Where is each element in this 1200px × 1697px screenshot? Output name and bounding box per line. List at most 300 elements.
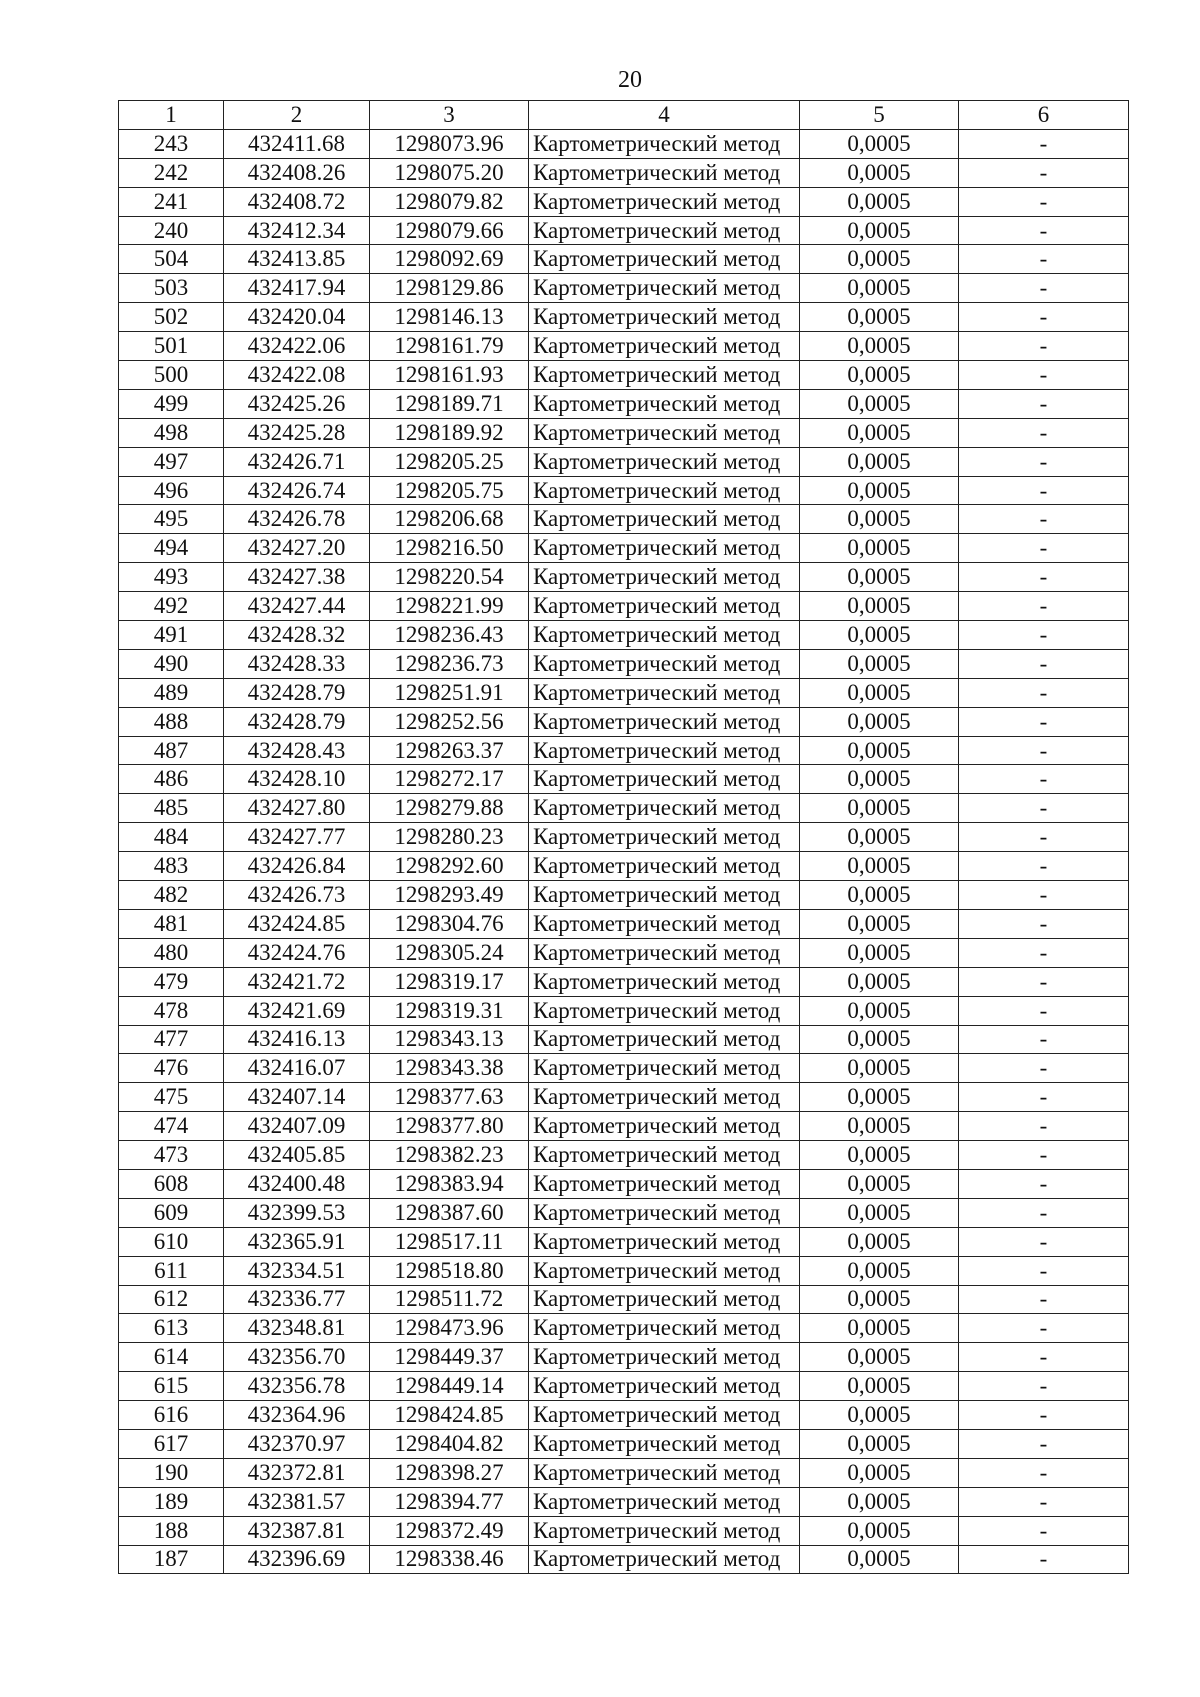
point-number-cell: 486	[119, 765, 224, 794]
y-coordinate-cell: 1298075.20	[370, 158, 529, 187]
y-coordinate-cell: 1298304.76	[370, 909, 529, 938]
note-cell: -	[959, 158, 1129, 187]
point-number-cell: 480	[119, 938, 224, 967]
y-coordinate-cell: 1298189.71	[370, 389, 529, 418]
accuracy-cell: 0,0005	[800, 649, 959, 678]
accuracy-cell: 0,0005	[800, 909, 959, 938]
y-coordinate-cell: 1298220.54	[370, 563, 529, 592]
y-coordinate-cell: 1298404.82	[370, 1429, 529, 1458]
method-cell: Картометрический метод	[529, 1054, 800, 1083]
accuracy-cell: 0,0005	[800, 216, 959, 245]
method-cell: Картометрический метод	[529, 1372, 800, 1401]
note-cell: -	[959, 1487, 1129, 1516]
point-number-cell: 615	[119, 1372, 224, 1401]
method-cell: Картометрический метод	[529, 1227, 800, 1256]
accuracy-cell: 0,0005	[800, 505, 959, 534]
method-cell: Картометрический метод	[529, 1141, 800, 1170]
point-number-cell: 478	[119, 996, 224, 1025]
x-coordinate-cell: 432427.20	[224, 534, 370, 563]
table-row	[119, 158, 1129, 187]
table-row	[119, 245, 1129, 274]
accuracy-cell: 0,0005	[800, 389, 959, 418]
note-cell: -	[959, 187, 1129, 216]
y-coordinate-cell: 1298377.80	[370, 1112, 529, 1141]
y-coordinate-cell: 1298279.88	[370, 794, 529, 823]
point-number-cell: 487	[119, 736, 224, 765]
accuracy-cell: 0,0005	[800, 1487, 959, 1516]
method-cell: Картометрический метод	[529, 534, 800, 563]
point-number-cell: 611	[119, 1256, 224, 1285]
y-coordinate-cell: 1298473.96	[370, 1314, 529, 1343]
point-number-cell: 493	[119, 563, 224, 592]
column-header: 5	[800, 101, 959, 130]
note-cell: -	[959, 389, 1129, 418]
note-cell: -	[959, 621, 1129, 650]
x-coordinate-cell: 432413.85	[224, 245, 370, 274]
table-row	[119, 1314, 1129, 1343]
method-cell: Картометрический метод	[529, 1025, 800, 1054]
x-coordinate-cell: 432372.81	[224, 1458, 370, 1487]
y-coordinate-cell: 1298382.23	[370, 1141, 529, 1170]
table-row	[119, 1401, 1129, 1430]
y-coordinate-cell: 1298146.13	[370, 303, 529, 332]
accuracy-cell: 0,0005	[800, 129, 959, 158]
accuracy-cell: 0,0005	[800, 823, 959, 852]
point-number-cell: 477	[119, 1025, 224, 1054]
y-coordinate-cell: 1298293.49	[370, 881, 529, 910]
point-number-cell: 485	[119, 794, 224, 823]
table-row	[119, 736, 1129, 765]
accuracy-cell: 0,0005	[800, 592, 959, 621]
x-coordinate-cell: 432425.28	[224, 418, 370, 447]
table-row	[119, 187, 1129, 216]
accuracy-cell: 0,0005	[800, 1429, 959, 1458]
accuracy-cell: 0,0005	[800, 707, 959, 736]
x-coordinate-cell: 432381.57	[224, 1487, 370, 1516]
method-cell: Картометрический метод	[529, 823, 800, 852]
note-cell: -	[959, 476, 1129, 505]
note-cell: -	[959, 1343, 1129, 1372]
note-cell: -	[959, 938, 1129, 967]
table-row	[119, 1458, 1129, 1487]
method-cell: Картометрический метод	[529, 563, 800, 592]
method-cell: Картометрический метод	[529, 1285, 800, 1314]
point-number-cell: 241	[119, 187, 224, 216]
table-row	[119, 389, 1129, 418]
page-number: 20	[618, 67, 642, 93]
y-coordinate-cell: 1298292.60	[370, 852, 529, 881]
method-cell: Картометрический метод	[529, 996, 800, 1025]
table-row	[119, 938, 1129, 967]
y-coordinate-cell: 1298377.63	[370, 1083, 529, 1112]
x-coordinate-cell: 432427.77	[224, 823, 370, 852]
table-row	[119, 1169, 1129, 1198]
table-row	[119, 1054, 1129, 1083]
accuracy-cell: 0,0005	[800, 1198, 959, 1227]
column-header: 1	[119, 101, 224, 130]
y-coordinate-cell: 1298236.73	[370, 649, 529, 678]
table-body	[119, 129, 1129, 1574]
x-coordinate-cell: 432426.84	[224, 852, 370, 881]
note-cell: -	[959, 418, 1129, 447]
y-coordinate-cell: 1298236.43	[370, 621, 529, 650]
point-number-cell: 616	[119, 1401, 224, 1430]
y-coordinate-cell: 1298511.72	[370, 1285, 529, 1314]
table-row	[119, 1256, 1129, 1285]
note-cell: -	[959, 563, 1129, 592]
method-cell: Картометрический метод	[529, 1545, 800, 1574]
y-coordinate-cell: 1298189.92	[370, 418, 529, 447]
accuracy-cell: 0,0005	[800, 1372, 959, 1401]
point-number-cell: 481	[119, 909, 224, 938]
point-number-cell: 484	[119, 823, 224, 852]
x-coordinate-cell: 432348.81	[224, 1314, 370, 1343]
y-coordinate-cell: 1298221.99	[370, 592, 529, 621]
point-number-cell: 188	[119, 1516, 224, 1545]
note-cell: -	[959, 534, 1129, 563]
note-cell: -	[959, 1429, 1129, 1458]
x-coordinate-cell: 432427.38	[224, 563, 370, 592]
x-coordinate-cell: 432428.32	[224, 621, 370, 650]
note-cell: -	[959, 1314, 1129, 1343]
point-number-cell: 502	[119, 303, 224, 332]
table-row	[119, 505, 1129, 534]
point-number-cell: 498	[119, 418, 224, 447]
accuracy-cell: 0,0005	[800, 678, 959, 707]
x-coordinate-cell: 432387.81	[224, 1516, 370, 1545]
method-cell: Картометрический метод	[529, 1458, 800, 1487]
point-number-cell: 490	[119, 649, 224, 678]
note-cell: -	[959, 505, 1129, 534]
method-cell: Картометрический метод	[529, 1112, 800, 1141]
table-row	[119, 852, 1129, 881]
y-coordinate-cell: 1298387.60	[370, 1198, 529, 1227]
y-coordinate-cell: 1298161.79	[370, 332, 529, 361]
y-coordinate-cell: 1298424.85	[370, 1401, 529, 1430]
point-number-cell: 613	[119, 1314, 224, 1343]
method-cell: Картометрический метод	[529, 678, 800, 707]
y-coordinate-cell: 1298394.77	[370, 1487, 529, 1516]
point-number-cell: 243	[119, 129, 224, 158]
note-cell: -	[959, 967, 1129, 996]
x-coordinate-cell: 432424.76	[224, 938, 370, 967]
point-number-cell: 610	[119, 1227, 224, 1256]
y-coordinate-cell: 1298205.25	[370, 447, 529, 476]
method-cell: Картометрический метод	[529, 1516, 800, 1545]
accuracy-cell: 0,0005	[800, 332, 959, 361]
note-cell: -	[959, 1545, 1129, 1574]
point-number-cell: 476	[119, 1054, 224, 1083]
table-row	[119, 1227, 1129, 1256]
method-cell: Картометрический метод	[529, 418, 800, 447]
x-coordinate-cell: 432411.68	[224, 129, 370, 158]
point-number-cell: 488	[119, 707, 224, 736]
y-coordinate-cell: 1298251.91	[370, 678, 529, 707]
note-cell: -	[959, 1025, 1129, 1054]
table-row	[119, 1112, 1129, 1141]
x-coordinate-cell: 432396.69	[224, 1545, 370, 1574]
note-cell: -	[959, 1516, 1129, 1545]
note-cell: -	[959, 1285, 1129, 1314]
table-row	[119, 621, 1129, 650]
note-cell: -	[959, 1141, 1129, 1170]
accuracy-cell: 0,0005	[800, 1169, 959, 1198]
accuracy-cell: 0,0005	[800, 187, 959, 216]
x-coordinate-cell: 432405.85	[224, 1141, 370, 1170]
y-coordinate-cell: 1298161.93	[370, 361, 529, 390]
x-coordinate-cell: 432426.71	[224, 447, 370, 476]
method-cell: Картометрический метод	[529, 1401, 800, 1430]
table-row	[119, 967, 1129, 996]
point-number-cell: 491	[119, 621, 224, 650]
method-cell: Картометрический метод	[529, 649, 800, 678]
table-row	[119, 1083, 1129, 1112]
table-row	[119, 216, 1129, 245]
accuracy-cell: 0,0005	[800, 1458, 959, 1487]
x-coordinate-cell: 432400.48	[224, 1169, 370, 1198]
x-coordinate-cell: 432370.97	[224, 1429, 370, 1458]
note-cell: -	[959, 1372, 1129, 1401]
method-cell: Картометрический метод	[529, 909, 800, 938]
table-row	[119, 1343, 1129, 1372]
note-cell: -	[959, 881, 1129, 910]
point-number-cell: 612	[119, 1285, 224, 1314]
point-number-cell: 240	[119, 216, 224, 245]
method-cell: Картометрический метод	[529, 967, 800, 996]
table-row	[119, 1141, 1129, 1170]
table-row	[119, 1198, 1129, 1227]
x-coordinate-cell: 432422.08	[224, 361, 370, 390]
point-number-cell: 189	[119, 1487, 224, 1516]
point-number-cell: 499	[119, 389, 224, 418]
table-row	[119, 1372, 1129, 1401]
accuracy-cell: 0,0005	[800, 563, 959, 592]
note-cell: -	[959, 765, 1129, 794]
method-cell: Картометрический метод	[529, 1487, 800, 1516]
table-row	[119, 996, 1129, 1025]
y-coordinate-cell: 1298252.56	[370, 707, 529, 736]
note-cell: -	[959, 447, 1129, 476]
point-number-cell: 242	[119, 158, 224, 187]
y-coordinate-cell: 1298305.24	[370, 938, 529, 967]
method-cell: Картометрический метод	[529, 794, 800, 823]
point-number-cell: 497	[119, 447, 224, 476]
accuracy-cell: 0,0005	[800, 1141, 959, 1170]
y-coordinate-cell: 1298206.68	[370, 505, 529, 534]
method-cell: Картометрический метод	[529, 447, 800, 476]
note-cell: -	[959, 1054, 1129, 1083]
point-number-cell: 489	[119, 678, 224, 707]
method-cell: Картометрический метод	[529, 389, 800, 418]
x-coordinate-cell: 432334.51	[224, 1256, 370, 1285]
method-cell: Картометрический метод	[529, 274, 800, 303]
y-coordinate-cell: 1298216.50	[370, 534, 529, 563]
note-cell: -	[959, 129, 1129, 158]
accuracy-cell: 0,0005	[800, 852, 959, 881]
method-cell: Картометрический метод	[529, 938, 800, 967]
note-cell: -	[959, 245, 1129, 274]
point-number-cell: 492	[119, 592, 224, 621]
y-coordinate-cell: 1298079.82	[370, 187, 529, 216]
note-cell: -	[959, 303, 1129, 332]
accuracy-cell: 0,0005	[800, 1401, 959, 1430]
table-row	[119, 765, 1129, 794]
accuracy-cell: 0,0005	[800, 447, 959, 476]
accuracy-cell: 0,0005	[800, 736, 959, 765]
accuracy-cell: 0,0005	[800, 274, 959, 303]
accuracy-cell: 0,0005	[800, 621, 959, 650]
point-number-cell: 187	[119, 1545, 224, 1574]
point-number-cell: 608	[119, 1169, 224, 1198]
y-coordinate-cell: 1298449.37	[370, 1343, 529, 1372]
point-number-cell: 496	[119, 476, 224, 505]
accuracy-cell: 0,0005	[800, 1516, 959, 1545]
point-number-cell: 504	[119, 245, 224, 274]
accuracy-cell: 0,0005	[800, 303, 959, 332]
column-header: 6	[959, 101, 1129, 130]
table-row	[119, 1025, 1129, 1054]
method-cell: Картометрический метод	[529, 505, 800, 534]
accuracy-cell: 0,0005	[800, 158, 959, 187]
x-coordinate-cell: 432424.85	[224, 909, 370, 938]
x-coordinate-cell: 432412.34	[224, 216, 370, 245]
table-row	[119, 909, 1129, 938]
table-row	[119, 707, 1129, 736]
method-cell: Картометрический метод	[529, 187, 800, 216]
table-row	[119, 823, 1129, 852]
y-coordinate-cell: 1298319.17	[370, 967, 529, 996]
y-coordinate-cell: 1298263.37	[370, 736, 529, 765]
point-number-cell: 190	[119, 1458, 224, 1487]
point-number-cell: 483	[119, 852, 224, 881]
point-number-cell: 473	[119, 1141, 224, 1170]
x-coordinate-cell: 432416.07	[224, 1054, 370, 1083]
method-cell: Картометрический метод	[529, 361, 800, 390]
method-cell: Картометрический метод	[529, 592, 800, 621]
note-cell: -	[959, 794, 1129, 823]
x-coordinate-cell: 432407.09	[224, 1112, 370, 1141]
x-coordinate-cell: 432420.04	[224, 303, 370, 332]
table-row	[119, 476, 1129, 505]
x-coordinate-cell: 432426.73	[224, 881, 370, 910]
method-cell: Картометрический метод	[529, 332, 800, 361]
y-coordinate-cell: 1298518.80	[370, 1256, 529, 1285]
note-cell: -	[959, 1112, 1129, 1141]
table-row	[119, 592, 1129, 621]
method-cell: Картометрический метод	[529, 1314, 800, 1343]
method-cell: Картометрический метод	[529, 216, 800, 245]
accuracy-cell: 0,0005	[800, 938, 959, 967]
note-cell: -	[959, 649, 1129, 678]
y-coordinate-cell: 1298398.27	[370, 1458, 529, 1487]
y-coordinate-cell: 1298272.17	[370, 765, 529, 794]
column-header: 2	[224, 101, 370, 130]
x-coordinate-cell: 432408.26	[224, 158, 370, 187]
point-number-cell: 494	[119, 534, 224, 563]
note-cell: -	[959, 274, 1129, 303]
note-cell: -	[959, 592, 1129, 621]
table-row	[119, 1516, 1129, 1545]
x-coordinate-cell: 432416.13	[224, 1025, 370, 1054]
coordinates-table	[118, 100, 1129, 1574]
method-cell: Картометрический метод	[529, 1343, 800, 1372]
accuracy-cell: 0,0005	[800, 361, 959, 390]
x-coordinate-cell: 432428.79	[224, 678, 370, 707]
table-row	[119, 563, 1129, 592]
table-row	[119, 649, 1129, 678]
note-cell: -	[959, 736, 1129, 765]
table-row	[119, 794, 1129, 823]
note-cell: -	[959, 707, 1129, 736]
x-coordinate-cell: 432428.10	[224, 765, 370, 794]
table-row	[119, 332, 1129, 361]
table-row	[119, 678, 1129, 707]
table-row	[119, 129, 1129, 158]
y-coordinate-cell: 1298343.38	[370, 1054, 529, 1083]
method-cell: Картометрический метод	[529, 621, 800, 650]
table-row	[119, 1487, 1129, 1516]
x-coordinate-cell: 432421.69	[224, 996, 370, 1025]
table-row	[119, 1429, 1129, 1458]
point-number-cell: 479	[119, 967, 224, 996]
method-cell: Картометрический метод	[529, 852, 800, 881]
table-row	[119, 881, 1129, 910]
table-row	[119, 1545, 1129, 1574]
note-cell: -	[959, 823, 1129, 852]
note-cell: -	[959, 216, 1129, 245]
y-coordinate-cell: 1298383.94	[370, 1169, 529, 1198]
method-cell: Картометрический метод	[529, 1169, 800, 1198]
note-cell: -	[959, 332, 1129, 361]
y-coordinate-cell: 1298372.49	[370, 1516, 529, 1545]
accuracy-cell: 0,0005	[800, 1083, 959, 1112]
y-coordinate-cell: 1298319.31	[370, 996, 529, 1025]
point-number-cell: 614	[119, 1343, 224, 1372]
method-cell: Картометрический метод	[529, 765, 800, 794]
x-coordinate-cell: 432426.78	[224, 505, 370, 534]
method-cell: Картометрический метод	[529, 158, 800, 187]
x-coordinate-cell: 432428.79	[224, 707, 370, 736]
note-cell: -	[959, 1401, 1129, 1430]
note-cell: -	[959, 361, 1129, 390]
method-cell: Картометрический метод	[529, 476, 800, 505]
table-row	[119, 303, 1129, 332]
accuracy-cell: 0,0005	[800, 418, 959, 447]
accuracy-cell: 0,0005	[800, 1054, 959, 1083]
accuracy-cell: 0,0005	[800, 996, 959, 1025]
column-header: 4	[529, 101, 800, 130]
method-cell: Картометрический метод	[529, 707, 800, 736]
x-coordinate-cell: 432399.53	[224, 1198, 370, 1227]
accuracy-cell: 0,0005	[800, 1025, 959, 1054]
y-coordinate-cell: 1298092.69	[370, 245, 529, 274]
column-header: 3	[370, 101, 529, 130]
x-coordinate-cell: 432425.26	[224, 389, 370, 418]
note-cell: -	[959, 909, 1129, 938]
x-coordinate-cell: 432407.14	[224, 1083, 370, 1112]
accuracy-cell: 0,0005	[800, 794, 959, 823]
accuracy-cell: 0,0005	[800, 881, 959, 910]
method-cell: Картометрический метод	[529, 1083, 800, 1112]
x-coordinate-cell: 432427.80	[224, 794, 370, 823]
note-cell: -	[959, 678, 1129, 707]
accuracy-cell: 0,0005	[800, 534, 959, 563]
note-cell: -	[959, 1083, 1129, 1112]
accuracy-cell: 0,0005	[800, 1343, 959, 1372]
point-number-cell: 500	[119, 361, 224, 390]
accuracy-cell: 0,0005	[800, 476, 959, 505]
point-number-cell: 617	[119, 1429, 224, 1458]
